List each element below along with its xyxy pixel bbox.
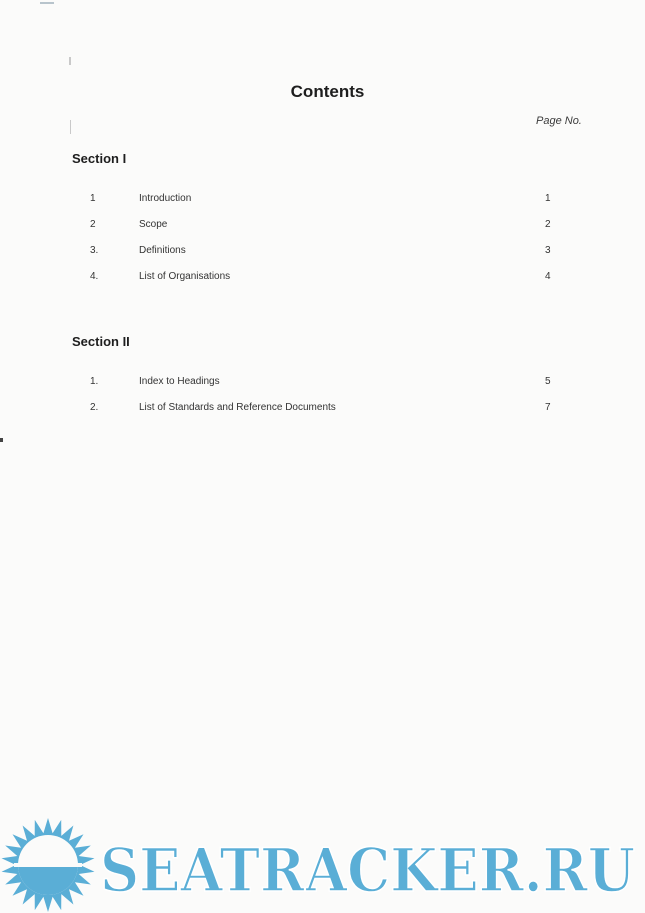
scan-speck [69, 57, 71, 65]
scan-speck [70, 120, 71, 134]
toc-entry [0, 402, 645, 418]
toc-entry-page: 2 [545, 219, 551, 230]
section-heading: Section II [72, 334, 130, 349]
scan-speck [0, 438, 3, 442]
toc-entry-number: 1 [90, 193, 96, 204]
section-heading: Section I [72, 151, 127, 166]
toc-entry-title: Definitions [139, 245, 186, 256]
toc-entry-page: 4 [545, 271, 551, 282]
page-title: Contents [290, 82, 365, 101]
toc-entry-page: 1 [545, 193, 551, 204]
toc-entry [0, 245, 645, 261]
toc-entry-title: Index to Headings [139, 376, 220, 387]
toc-entry-number: 3. [90, 245, 99, 256]
toc-entry [0, 219, 645, 235]
toc-entry-title: Introduction [139, 193, 192, 204]
toc-entry-number: 1. [90, 376, 99, 387]
page-number-column-label: Page No. [536, 115, 582, 127]
toc-entry-title: List of Standards and Reference Documents [139, 402, 336, 413]
toc-entry-title: List of Organisations [139, 271, 231, 282]
toc-entry-number: 2. [90, 402, 99, 413]
toc-entry-page: 3 [545, 245, 551, 256]
toc-entry-number: 2 [90, 219, 96, 230]
watermark-text: SEATRACKER.RU [100, 836, 635, 906]
scan-speck [40, 2, 54, 4]
toc-entry-title: Scope [139, 219, 168, 230]
sun-icon [2, 818, 95, 912]
toc-entry-number: 4. [90, 271, 99, 282]
toc-entry-page: 5 [545, 376, 551, 387]
toc-entry [0, 271, 645, 287]
toc-entry-page: 7 [545, 402, 551, 413]
watermark-logo [0, 815, 645, 913]
toc-entry [0, 376, 645, 392]
toc-entry [0, 193, 645, 209]
